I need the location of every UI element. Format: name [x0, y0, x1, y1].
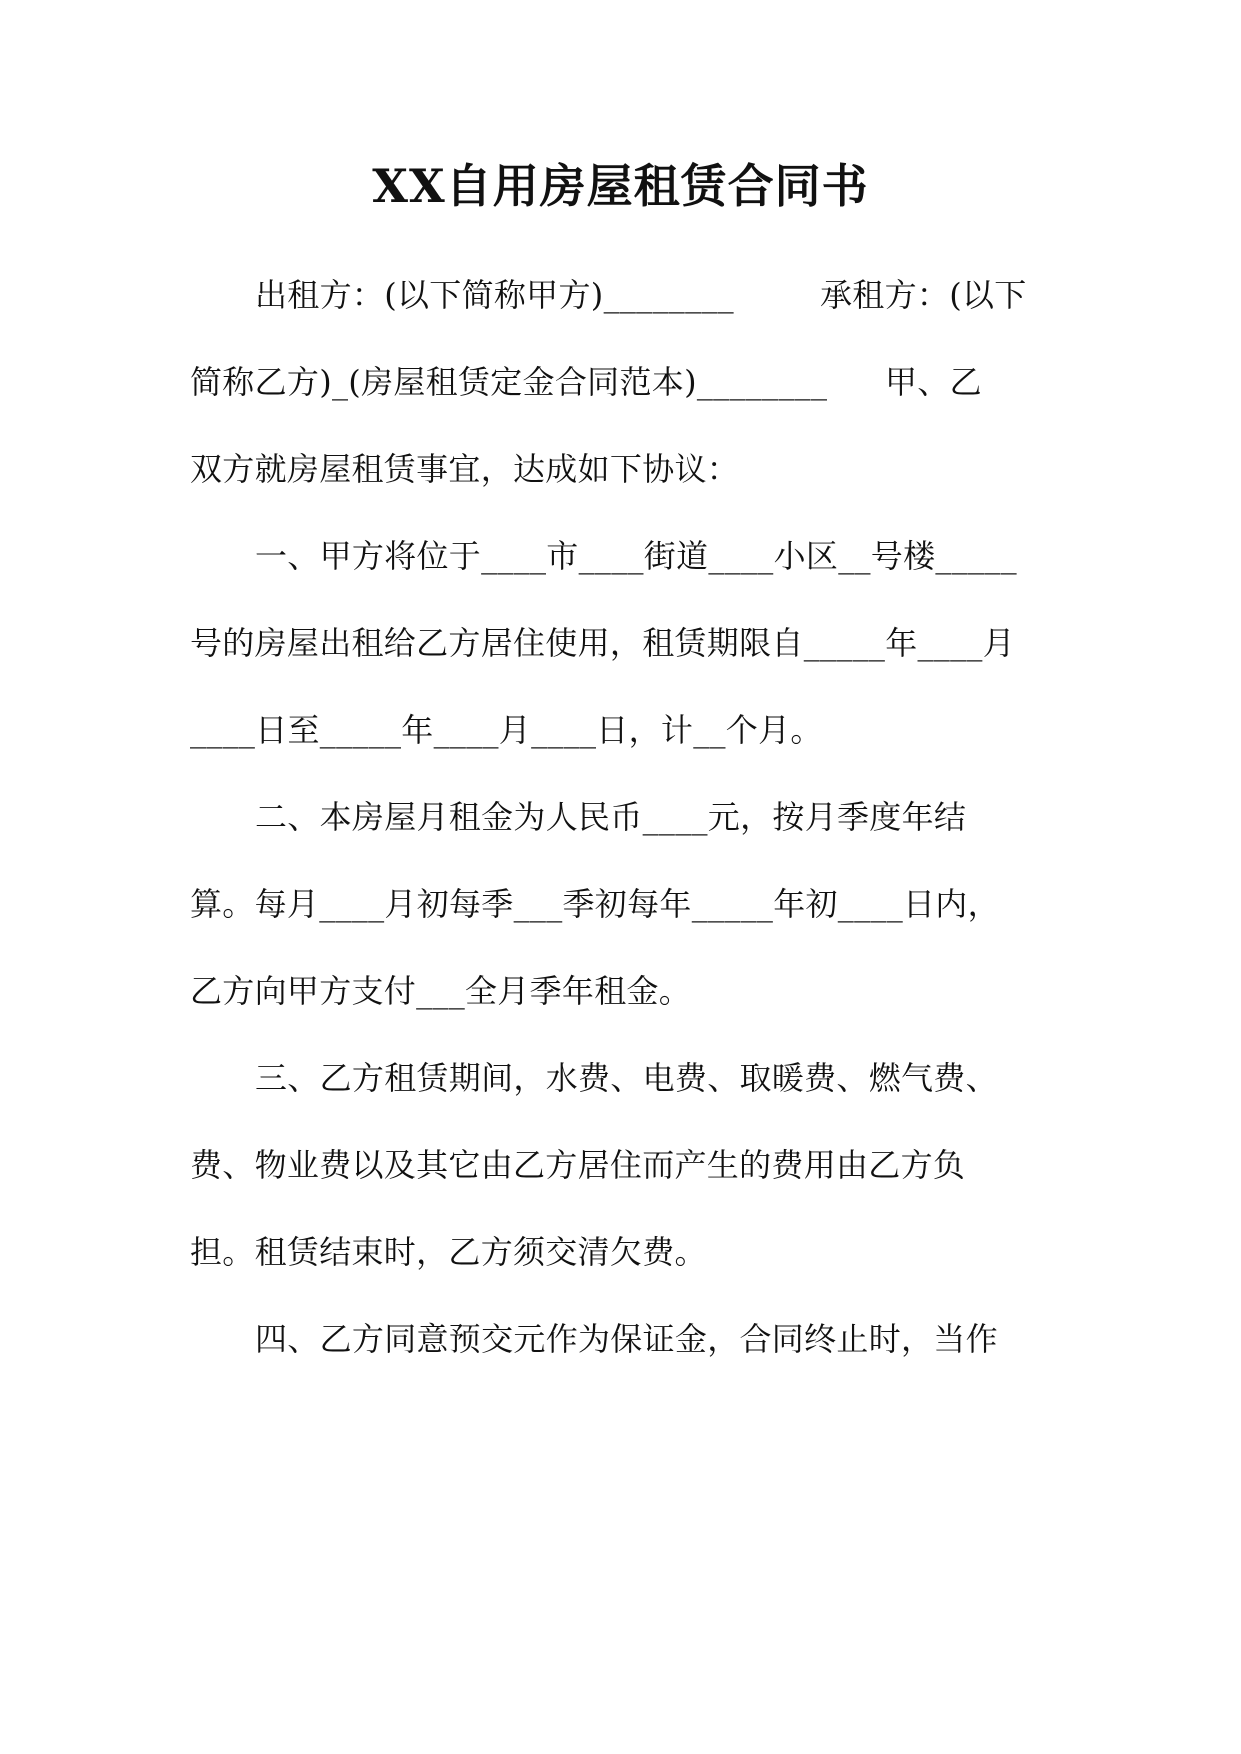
paragraph-line: 四、乙方同意预交元作为保证金，合同终止时，当作: [255, 1320, 998, 1358]
lessee-alias-text: 简称乙方)_(房屋租赁定金合同范本)________: [190, 363, 828, 401]
paragraph-line: 号的房屋出租给乙方居住使用，租赁期限自_____年____月: [190, 624, 1016, 662]
lessor-text: 出租方：(以下简称甲方)________: [255, 276, 734, 314]
paragraph-line: 双方就房屋租赁事宜，达成如下协议：: [190, 450, 740, 488]
paragraph-line: ____日至_____年____月____日，计__个月。: [190, 711, 823, 749]
parties-text: 甲、乙: [885, 363, 982, 401]
paragraph-line: 三、乙方租赁期间，水费、电费、取暖费、燃气费、: [255, 1059, 998, 1097]
paragraph-line: 费、物业费以及其它由乙方居住而产生的费用由乙方负: [190, 1146, 966, 1184]
lessee-text: 承租方：(以下: [820, 276, 1027, 314]
paragraph-line: 一、甲方将位于____市____街道____小区__号楼_____: [255, 537, 1017, 575]
paragraph-line: [190, 357, 1070, 407]
paragraph-line: 二、本房屋月租金为人民币____元，按月季度年结: [255, 798, 967, 836]
paragraph-line: 担。租赁结束时，乙方须交清欠费。: [190, 1233, 707, 1271]
paragraph-line: 算。每月____月初每季___季初每年_____年初____日内，: [190, 885, 1000, 923]
paragraph-line: [255, 270, 1075, 320]
document-title: XX自用房屋租赁合同书: [372, 159, 869, 213]
paragraph-line: 乙方向甲方支付___全月季年租金。: [190, 972, 692, 1010]
